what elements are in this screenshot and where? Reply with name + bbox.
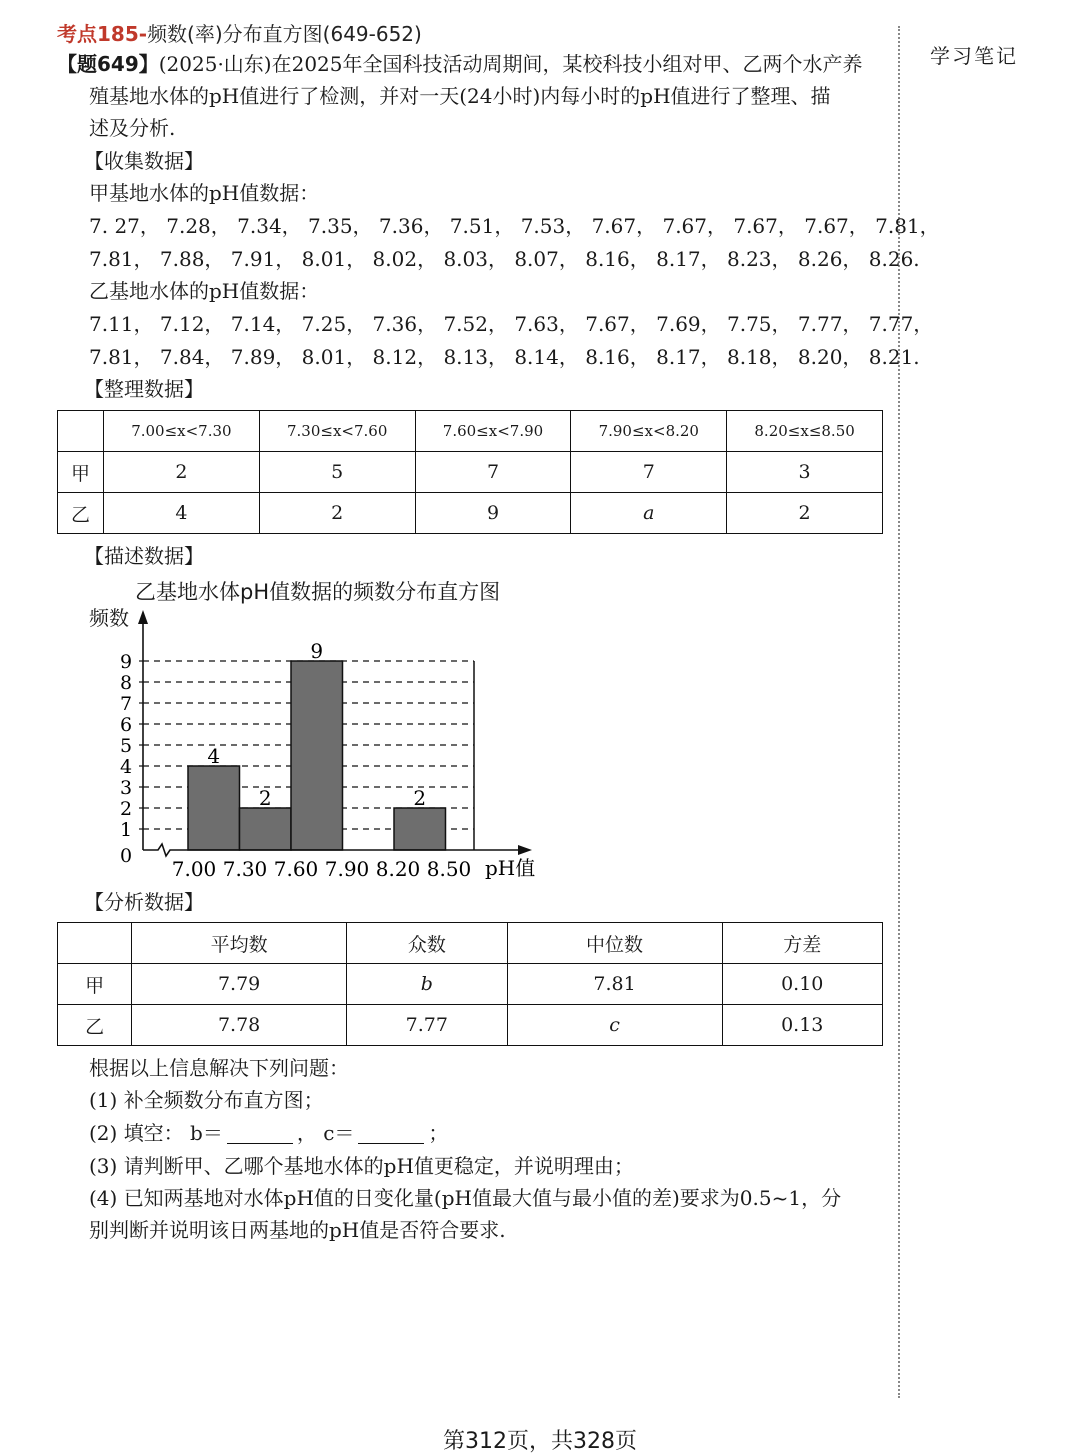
table-cell: 0.10 bbox=[722, 964, 883, 1005]
table-cell: 7 bbox=[571, 452, 727, 493]
y-tick-label: 0 bbox=[119, 845, 133, 867]
row-label: 甲 bbox=[58, 964, 132, 1005]
interval-header: 7.30≤x<7.60 bbox=[259, 411, 415, 452]
table-cell: b bbox=[347, 964, 507, 1005]
histogram-chart bbox=[80, 600, 560, 890]
answer-blank-b[interactable] bbox=[227, 1123, 293, 1144]
table-cell: 7.81 bbox=[507, 964, 722, 1005]
stat-header: 方差 bbox=[722, 923, 883, 964]
table-cell: 7.77 bbox=[347, 1005, 507, 1046]
y-tick-label: 4 bbox=[119, 756, 133, 778]
chart-title: 乙基地水体pH值数据的频数分布直方图 bbox=[135, 580, 501, 604]
question-4-line-1: (4) 已知两基地对水体pH值的日变化量(pH值最大值与最小值的差)要求为0.5~1，分 bbox=[89, 1186, 842, 1210]
table-cell: 5 bbox=[259, 452, 415, 493]
x-tick-label: 8.20 bbox=[375, 857, 421, 881]
question-text-3: 述及分析. bbox=[89, 116, 176, 140]
stat-header: 众数 bbox=[347, 923, 507, 964]
bar-value-label: 2 bbox=[413, 786, 427, 810]
y-tick-label: 3 bbox=[119, 777, 133, 799]
row-label: 甲 bbox=[58, 452, 104, 493]
row-label: 乙 bbox=[58, 493, 104, 534]
table-cell: 7.79 bbox=[132, 964, 347, 1005]
table-cell: 9 bbox=[415, 493, 571, 534]
analyze-title: 【分析数据】 bbox=[84, 890, 204, 914]
y-axis-arrow-icon bbox=[138, 610, 148, 624]
describe-title: 【描述数据】 bbox=[84, 544, 204, 568]
frequency-table bbox=[57, 410, 883, 534]
organize-title: 【整理数据】 bbox=[84, 377, 204, 401]
analysis-table-header bbox=[58, 923, 883, 964]
study-notes-label: 学习笔记 bbox=[930, 44, 1018, 68]
topic-number: 考点185- bbox=[57, 22, 148, 46]
x-axis-label: pH值 bbox=[485, 856, 536, 880]
bar-value-label: 4 bbox=[207, 744, 221, 768]
row-label: 乙 bbox=[58, 1005, 132, 1046]
table-corner-cell bbox=[58, 923, 132, 964]
topic-title bbox=[57, 18, 422, 47]
bar-value-label: 9 bbox=[310, 639, 324, 663]
interval-header: 8.20≤x≤8.50 bbox=[727, 411, 883, 452]
table-row bbox=[58, 452, 883, 493]
jia-data-title: 甲基地水体的pH值数据： bbox=[89, 181, 320, 205]
x-tick-label: 7.60 bbox=[273, 857, 319, 881]
y-tick-label: 6 bbox=[119, 714, 133, 736]
y-tick-label: 2 bbox=[119, 798, 133, 820]
question-2-mid: ， c＝ bbox=[296, 1121, 355, 1145]
table-cell: 0.13 bbox=[722, 1005, 883, 1046]
table-cell: c bbox=[507, 1005, 722, 1046]
table-cell: 3 bbox=[727, 452, 883, 493]
topic-name: 频数(率)分布直方图(649-652) bbox=[147, 22, 422, 46]
x-tick-label: 7.90 bbox=[324, 857, 370, 881]
question-id: 【题649】 bbox=[57, 52, 159, 76]
x-tick-label: 7.30 bbox=[222, 857, 268, 881]
y-tick-label: 8 bbox=[119, 672, 133, 694]
histogram-bar bbox=[394, 808, 446, 850]
table-corner-cell bbox=[58, 411, 104, 452]
stat-header: 平均数 bbox=[132, 923, 347, 964]
table-cell: 7.78 bbox=[132, 1005, 347, 1046]
interval-header: 7.90≤x<8.20 bbox=[571, 411, 727, 452]
table-cell: 2 bbox=[727, 493, 883, 534]
question-3: (3) 请判断甲、乙哪个基地水体的pH值更稳定，并说明理由； bbox=[89, 1154, 634, 1178]
question-line-1 bbox=[57, 48, 863, 80]
questions-intro: 根据以上信息解决下列问题： bbox=[89, 1056, 349, 1080]
page-footer: 第312页，共328页 bbox=[443, 1429, 637, 1454]
stat-header: 中位数 bbox=[507, 923, 722, 964]
y-tick-label: 7 bbox=[119, 693, 133, 715]
table-cell: 2 bbox=[104, 452, 260, 493]
table-cell: 7 bbox=[415, 452, 571, 493]
table-cell: a bbox=[571, 493, 727, 534]
y-tick-label: 9 bbox=[119, 651, 133, 673]
frequency-table-header bbox=[58, 411, 883, 452]
question-4-line-2: 别判断并说明该日两基地的pH值是否符合要求. bbox=[89, 1218, 506, 1242]
question-2 bbox=[89, 1117, 448, 1149]
jia-data-line-1: 7. 27， 7.28， 7.34， 7.35， 7.36， 7.51， 7.53， 7.67， 7.67， 7.67， 7.67， 7.81， bbox=[89, 214, 940, 238]
question-text-2: 殖基地水体的pH值进行了检测，并对一天(24小时)内每小时的pH值进行了整理、描 bbox=[89, 84, 831, 108]
yi-data-line-2: 7.81， 7.84， 7.89， 8.01， 8.12， 8.13， 8.14， 8.16， 8.17， 8.18， 8.20， 8.21. bbox=[89, 345, 920, 369]
table-cell: 4 bbox=[104, 493, 260, 534]
table-row bbox=[58, 493, 883, 534]
question-1: (1) 补全频数分布直方图； bbox=[89, 1088, 324, 1112]
collect-title: 【收集数据】 bbox=[84, 149, 204, 173]
table-cell: 2 bbox=[259, 493, 415, 534]
jia-data-line-2: 7.81， 7.88， 7.91， 8.01， 8.02， 8.03， 8.07， 8.16， 8.17， 8.23， 8.26， 8.26. bbox=[89, 247, 920, 271]
chart-y-label: 频数 bbox=[89, 606, 129, 630]
interval-header: 7.00≤x<7.30 bbox=[104, 411, 260, 452]
bar-value-label: 2 bbox=[258, 786, 272, 810]
analysis-table bbox=[57, 922, 883, 1046]
x-tick-label: 8.50 bbox=[426, 857, 472, 881]
question-2-suffix: ； bbox=[428, 1121, 449, 1145]
y-tick-label: 5 bbox=[119, 735, 133, 757]
histogram-bar bbox=[291, 661, 343, 850]
table-row bbox=[58, 964, 883, 1005]
yi-data-line-1: 7.11， 7.12， 7.14， 7.25， 7.36， 7.52， 7.63， 7.67， 7.69， 7.75， 7.77， 7.77， bbox=[89, 312, 934, 336]
x-axis-arrow-icon bbox=[518, 845, 532, 855]
question-text-1: (2025·山东)在2025年全国科技活动周期间，某校科技小组对甲、乙两个水产养 bbox=[158, 52, 863, 76]
table-row bbox=[58, 1005, 883, 1046]
y-tick-label: 1 bbox=[119, 819, 133, 841]
histogram-bar bbox=[188, 766, 240, 850]
x-tick-label: 7.00 bbox=[171, 857, 217, 881]
yi-data-title: 乙基地水体的pH值数据： bbox=[89, 279, 320, 303]
histogram-bar bbox=[240, 808, 292, 850]
interval-header: 7.60≤x<7.90 bbox=[415, 411, 571, 452]
answer-blank-c[interactable] bbox=[358, 1123, 424, 1144]
question-2-prefix: (2) 填空： b＝ bbox=[89, 1121, 223, 1145]
